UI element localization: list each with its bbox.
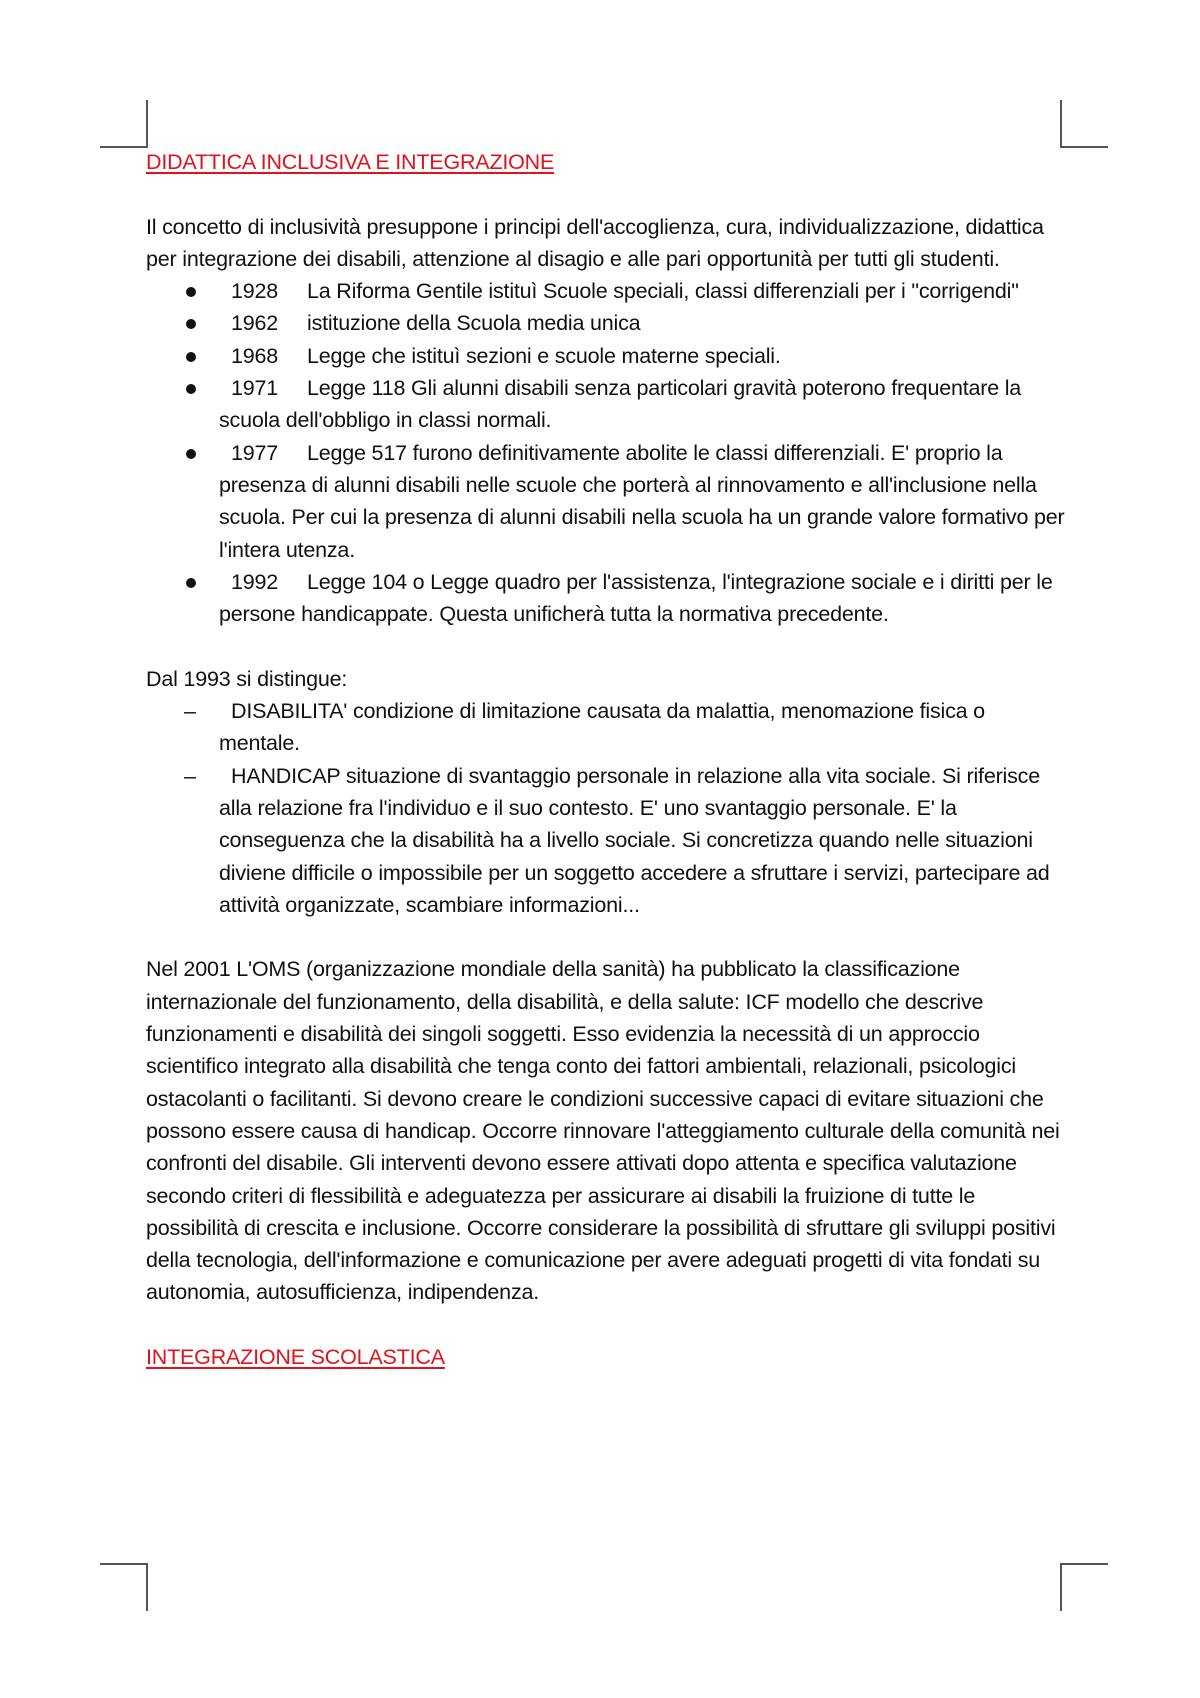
distinction-list	[146, 695, 1066, 921]
bullet-icon	[186, 578, 196, 588]
distinction-text: HANDICAP situazione di svantaggio personale in relazione alla vita sociale. Si riferisce alla relazione fra l'individuo e il suo contesto. E' uno svantaggio personale. E' la conseguenza che la disabilità ha a livello sociale. Si concretizza quando nelle situazioni diviene difficile o impossibile per un soggetto accedere a sfruttare i servizi, partecipare ad attività organizzate, scambiare informazioni...	[219, 763, 1050, 917]
crop-mark-top-left	[100, 100, 148, 148]
timeline-item	[146, 437, 1066, 566]
bullet-icon	[186, 352, 196, 362]
distinction-text: DISABILITA' condizione di limitazione causata da malattia, menomazione fisica o mentale.	[219, 699, 985, 756]
timeline-year: 1962	[231, 311, 279, 336]
distinction-item	[146, 760, 1066, 921]
timeline-year: 1992	[231, 569, 279, 594]
timeline-text: Legge 118 Gli alunni disabili senza particolari gravità poterono frequentare la scuola dell'obbligo in classi normali.	[219, 376, 1022, 433]
section-heading-integrazione: INTEGRAZIONE SCOLASTICA	[146, 1344, 445, 1369]
timeline-item	[146, 275, 1066, 307]
timeline-list	[146, 275, 1066, 630]
crop-mark-bottom-left	[100, 1563, 148, 1611]
bullet-icon	[186, 287, 196, 297]
oms-paragraph: Nel 2001 L'OMS (organizzazione mondiale della sanità) ha pubblicato la classificazione internazionale del funzionamento, della disabilità, e della salute: ICF modello che descrive funzionamenti e disabilità dei singoli soggetti. Esso evidenzia la necessità di un approccio scientifico integrato alla disabilità che tenga conto dei fattori ambientali, relazionali, psicologici ostacolanti o facilitanti. Si devono creare le condizioni successive capaci di evitare situazioni che possono essere causa di handicap. Occorre rinnovare l'atteggiamento culturale della comunità nei confronti del disabile. Gli interventi devono essere attivati dopo attenta e specifica valutazione secondo criteri di flessibilità e adeguatezza per assicurare ai disabili la fruizione di tutte le possibilità di crescita e inclusione. Occorre considerare la possibilità di sfruttare gli sviluppi positivi della tecnologia, dell'informazione e comunicazione per avere adeguati progetti di vita fondati su autonomia, autosufficienza, indipendenza.	[146, 957, 1060, 1305]
timeline-text: istituzione della Scuola media unica	[307, 311, 641, 336]
bullet-icon	[186, 319, 196, 329]
timeline-year: 1971	[231, 376, 279, 401]
spacer	[146, 1309, 1066, 1341]
distinction-intro: Dal 1993 si distingue:	[146, 666, 348, 691]
distinction-item	[146, 695, 1066, 760]
timeline-item	[146, 340, 1066, 372]
intro-paragraph: Il concetto di inclusività presuppone i principi dell'accoglienza, cura, individualizzazione, didattica per integrazione dei disabili, attenzione al disagio e alle pari opportunità per tutti gli studenti.	[146, 214, 1044, 271]
crop-mark-top-right	[1060, 100, 1108, 148]
bullet-icon	[186, 449, 196, 459]
dash-icon: –	[184, 699, 196, 724]
timeline-text: Legge 104 o Legge quadro per l'assistenza, l'integrazione sociale e i diritti per le persone handicappate. Questa unificherà tutta la normativa precedente.	[219, 569, 1053, 627]
timeline-year: 1977	[231, 440, 279, 465]
timeline-text: Legge 517 furono definitivamente abolite le classi differenziali. E' proprio la presenza di alunni disabili nelle scuole che porterà al rinnovamento e all'inclusione nella scuola. Per cui la presenza di alunni disabili nella scuola ha un grande valore formativo per l'intera utenza.	[219, 440, 1065, 562]
document-body	[146, 146, 1066, 1373]
spacer	[146, 178, 1066, 210]
timeline-item	[146, 566, 1066, 631]
spacer	[146, 921, 1066, 953]
timeline-year: 1968	[231, 343, 279, 368]
dash-icon: –	[184, 763, 196, 788]
bullet-icon	[186, 384, 196, 394]
timeline-item	[146, 372, 1066, 437]
timeline-text: La Riforma Gentile istituì Scuole speciali, classi differenziali per i "corrigendi"	[307, 279, 1019, 304]
spacer	[146, 630, 1066, 662]
timeline-year: 1928	[231, 279, 279, 304]
section-heading-didattica: DIDATTICA INCLUSIVA E INTEGRAZIONE	[146, 150, 555, 174]
crop-mark-bottom-right	[1060, 1563, 1108, 1611]
timeline-text: Legge che istituì sezioni e scuole materne speciali.	[307, 343, 781, 368]
timeline-item	[146, 307, 1066, 339]
